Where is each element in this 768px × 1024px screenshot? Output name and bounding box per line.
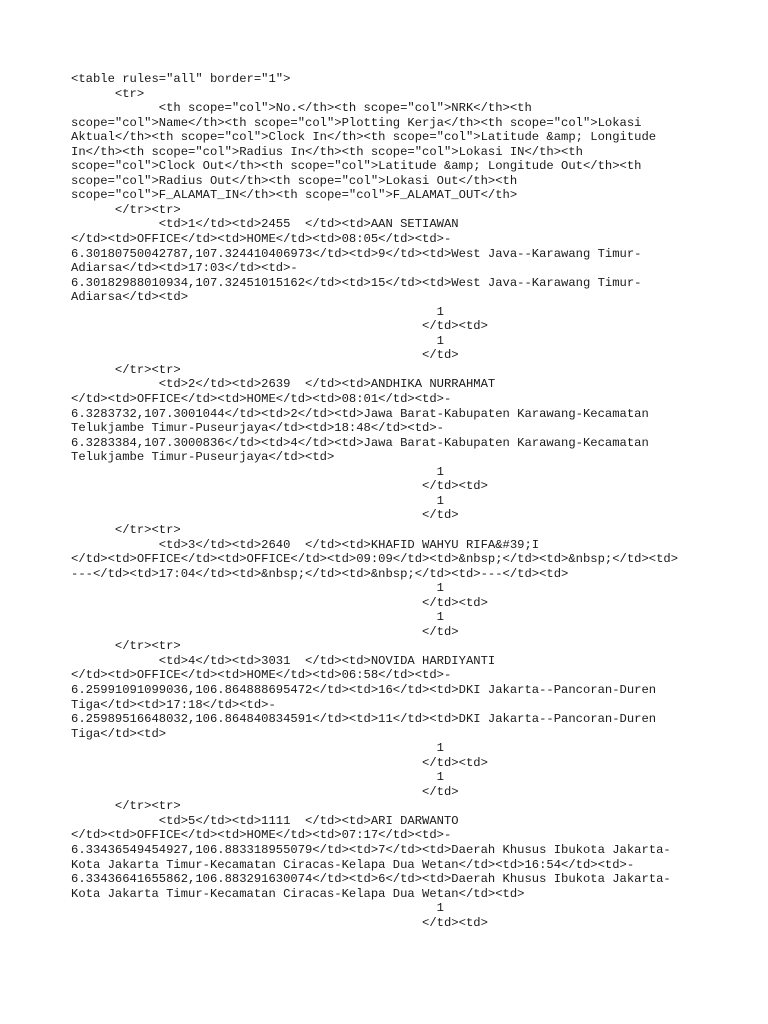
text-line: Tiga</td><td>17:18</td><td>- (71, 697, 276, 712)
text-line: scope="col">Clock Out</th><th scope="col">Latitude &amp; Longitude Out</th><th (71, 159, 642, 174)
text-line: 6.33436641655862,106.883291630074</td><td>6</td><td>Daerah Khusus Ibukota Jakarta- (71, 872, 671, 887)
text-line: <td>3</td><td>2640 </td><td>KHAFID WAHYU RIFA&#39;I (71, 537, 540, 552)
text-line: 6.30182988010934,107.32451015162</td><td>15</td><td>West Java--Karawang Timur- (71, 275, 642, 290)
text-line: 6.3283732,107.3001044</td><td>2</td><td>Jawa Barat-Kabupaten Karawang-Kecamatan (71, 406, 649, 421)
text-line: In</th><th scope="col">Radius In</th><th scope="col">Lokasi IN</th><th (71, 144, 583, 159)
text-line: <th scope="col">No.</th><th scope="col">NRK</th><th (71, 101, 532, 116)
document-page (71, 72, 731, 930)
text-line: </td><td> (71, 915, 488, 930)
text-line: Telukjambe Timur-Puseurjaya</td><td>18:48</td><td>- (71, 421, 444, 436)
text-line: 1 (71, 901, 444, 916)
text-line: </td><td> (71, 595, 488, 610)
text-line: scope="col">Radius Out</th><th scope="col">Lokasi Out</th><th (71, 173, 518, 188)
text-line: 6.3283384,107.3000836</td><td>4</td><td>Jawa Barat-Kabupaten Karawang-Kecamatan (71, 435, 649, 450)
text-line: ---</td><td>17:04</td><td>&nbsp;</td><td>&nbsp;</td><td>---</td><td> (71, 566, 569, 581)
text-line: 6.33436549454927,106.883318955079</td><td>7</td><td>Daerah Khusus Ibukota Jakarta- (71, 842, 671, 857)
text-line: 1 (71, 741, 444, 756)
text-line: Adiarsa</td><td> (71, 290, 189, 305)
text-line: </td> (71, 784, 459, 799)
text-line: <td>1</td><td>2455 </td><td>AAN SETIAWAN (71, 217, 459, 232)
text-line: 1 (71, 493, 444, 508)
text-line: <td>4</td><td>3031 </td><td>NOVIDA HARDIYANTI (71, 653, 496, 668)
text-line: 6.25989516648032,106.864840834591</td><td>11</td><td>DKI Jakarta--Pancoran-Duren (71, 712, 657, 727)
text-line: 6.30180750042787,107.324410406973</td><td>9</td><td>West Java--Karawang Timur- (71, 246, 642, 261)
text-line: </td><td> (71, 755, 488, 770)
text-line: Aktual</th><th scope="col">Clock In</th><th scope="col">Latitude &amp; Longitude (71, 130, 657, 145)
text-line: 1 (71, 464, 444, 479)
text-line: </tr><tr> (71, 362, 181, 377)
text-line: </td> (71, 508, 459, 523)
text-line: 1 (71, 581, 444, 596)
text-line: Adiarsa</td><td>17:03</td><td>- (71, 261, 298, 276)
text-line: </td> (71, 348, 459, 363)
text-line: </tr><tr> (71, 799, 181, 814)
text-line: <tr> (71, 86, 145, 101)
text-line: <td>5</td><td>1111 </td><td>ARI DARWANTO (71, 813, 459, 828)
text-line: </td><td> (71, 319, 488, 334)
text-line: scope="col">Name</th><th scope="col">Plotting Kerja</th><th scope="col">Lokasi (71, 115, 642, 130)
text-line: <table rules="all" border="1"> (71, 72, 291, 86)
text-line: 1 (71, 333, 444, 348)
text-line: </td> (71, 624, 459, 639)
text-line: Kota Jakarta Timur-Kecamatan Ciracas-Kelapa Dua Wetan</td><td>16:54</td><td>- (71, 857, 635, 872)
text-line: </td><td> (71, 479, 488, 494)
text-line: Tiga</td><td> (71, 726, 167, 741)
text-line: Kota Jakarta Timur-Kecamatan Ciracas-Kelapa Dua Wetan</td><td> (71, 886, 525, 901)
text-line: </td><td>OFFICE</td><td>HOME</td><td>07:17</td><td>- (71, 828, 452, 843)
text-line: 1 (71, 304, 444, 319)
text-line: </td><td>OFFICE</td><td>OFFICE</td><td>09:09</td><td>&nbsp;</td><td>&nbsp;</td><td> (71, 552, 679, 567)
text-line: scope="col">F_ALAMAT_IN</th><th scope="col">F_ALAMAT_OUT</th> (71, 188, 518, 203)
text-line: </tr><tr> (71, 639, 181, 654)
text-line: 1 (71, 770, 444, 785)
text-line: </tr><tr> (71, 522, 181, 537)
text-line: Telukjambe Timur-Puseurjaya</td><td> (71, 450, 335, 465)
text-line: 1 (71, 610, 444, 625)
text-line: <td>2</td><td>2639 </td><td>ANDHIKA NURRAHMAT (71, 377, 496, 392)
text-line: </td><td>OFFICE</td><td>HOME</td><td>06:58</td><td>- (71, 668, 452, 683)
text-line: </tr><tr> (71, 202, 181, 217)
text-line: 6.25991091099036,106.864888695472</td><td>16</td><td>DKI Jakarta--Pancoran-Duren (71, 682, 657, 697)
text-line: </td><td>OFFICE</td><td>HOME</td><td>08:01</td><td>- (71, 392, 452, 407)
text-line: </td><td>OFFICE</td><td>HOME</td><td>08:05</td><td>- (71, 232, 452, 247)
